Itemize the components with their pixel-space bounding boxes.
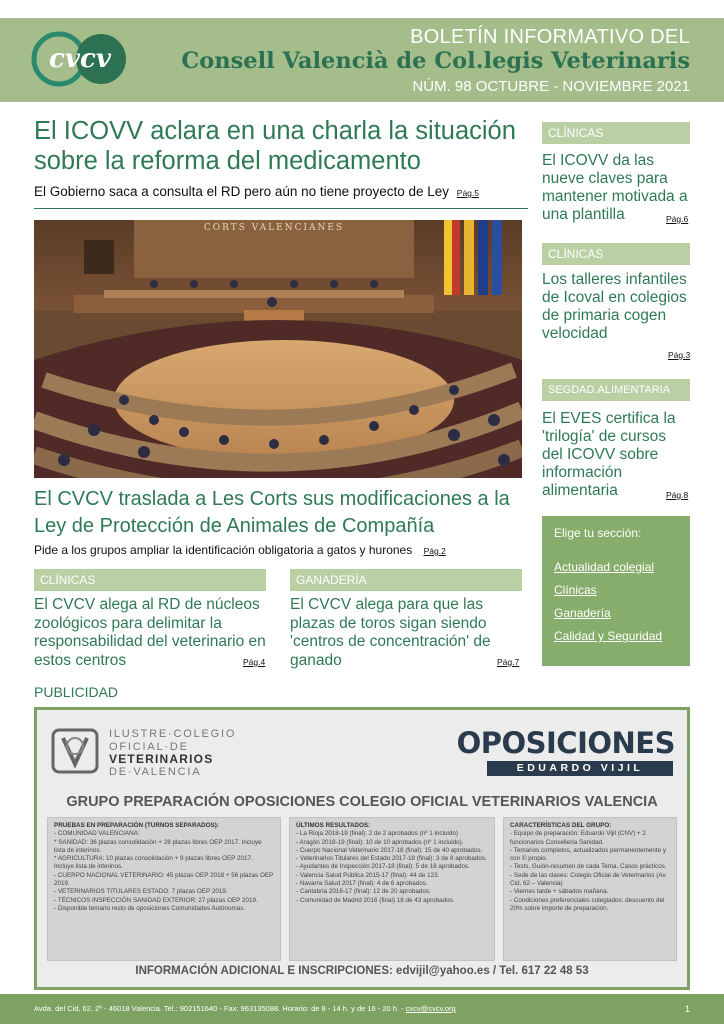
box-resultados-line: - Cuerpo Nacional Veterinario 2017-18 (final): 15 de 40 aprobados. bbox=[296, 846, 483, 854]
box-caracteristicas-title: CARACTERÍSTICAS DEL GRUPO: bbox=[510, 822, 612, 829]
college-line-2: OFICIAL·DE bbox=[109, 740, 189, 753]
side-article-eves[interactable]: El EVES certifica la 'trilogía' de cursos del ICOVV sobre información alimentaria bbox=[542, 410, 676, 499]
second-page-link[interactable]: Pág.2 bbox=[423, 546, 446, 556]
box-pruebas-line: - Disponible temario resto de oposiciones Comunidades Autónomas. bbox=[54, 904, 246, 912]
second-headline[interactable]: El CVCV traslada a Les Corts sus modificaciones a la Ley de Protección de Animales de Compañía bbox=[34, 488, 510, 537]
college-logo bbox=[51, 728, 99, 774]
box-caracteristicas-line: - Equipo de preparación: Eduardo Vijil (CNV) + 2 funcionarios Conselleria Sanidad. bbox=[510, 830, 646, 846]
box-resultados-line: - Comunidad de Madrid 2016 (final) 18 de 43 aprobados. bbox=[296, 896, 455, 904]
box-pruebas-line: - COMUNIDAD VALENCIANA: bbox=[54, 830, 140, 838]
box-pruebas-line: - VETERINARIOS TITULARES ESTADO: 7 plazas OEP 2019. bbox=[54, 888, 228, 896]
article-toros-page[interactable]: Pág.7 bbox=[497, 657, 520, 667]
box-resultados-line: - Valencia Salud Pública 2015-17 (final): 44 de 123. bbox=[296, 871, 440, 879]
box-pruebas-line: - TÉCNICOS INSPECCIÓN SANIDAD EXTERIOR: 27 plazas OEP 2019. bbox=[54, 896, 258, 904]
box-resultados-title: ÚLTIMOS RESULTADOS: bbox=[296, 822, 371, 829]
college-name bbox=[109, 728, 236, 778]
box-caracteristicas-line: - Condiciones preferenciales colegiados: descuento del 20% sobre importe de preparación. bbox=[510, 896, 665, 912]
lead-headline[interactable]: El ICOVV aclara en una charla la situación sobre la reforma del medicamento bbox=[34, 117, 516, 175]
box-resultados-line: - Navarra Salud 2017 (final): 4 de 6 aprobados. bbox=[296, 880, 428, 888]
side-section-label-3: SEGDAD.ALIMENTARIA bbox=[542, 379, 690, 401]
section-link-ganaderia[interactable]: Ganadería bbox=[554, 606, 611, 620]
second-subtitle bbox=[34, 543, 528, 557]
article-zoologicos-page[interactable]: Pág.4 bbox=[243, 657, 266, 667]
advertisement[interactable] bbox=[34, 707, 690, 990]
side-article-talleres[interactable]: Los talleres infantiles de Icoval en colegios de primaria cogen velocidad bbox=[542, 271, 687, 342]
page-number: 1 bbox=[684, 1004, 690, 1014]
footer-address: Avda. del Cid, 62, 2º - 46018 Valencia. Tel.: 902151640 - Fax: 963135088. Horario: de 8 - 14 h. y de 16 - 20 h. - bbox=[34, 1004, 404, 1013]
box-resultados-line: - La Rioja 2018-19 (final): 2 de 2 aprobados (nº 1 incluido) bbox=[296, 830, 458, 838]
section-link-clinicas[interactable]: Clínicas bbox=[554, 583, 597, 597]
box-pruebas-line: * AGRICULTURA: 10 plazas consolidación + 9 plazas libres OEP 2017. Incluye lista de interinos. bbox=[54, 855, 253, 871]
ad-box-resultados bbox=[289, 817, 495, 961]
footer-email-link[interactable]: cvcv@cvcv.org bbox=[405, 1004, 456, 1013]
side-section-label-1: CLÍNICAS bbox=[542, 122, 690, 144]
box-pruebas-line: * SANIDAD: 36 plazas consolidación + 28 plazas libres OEP 2017. Incluye lista de interinos. bbox=[54, 838, 262, 854]
section-link-calidad[interactable]: Calidad y Seguridad bbox=[554, 629, 663, 643]
college-line-4: DE·VALENCIA bbox=[109, 765, 202, 778]
photo-sign: CORTS VALENCIANES bbox=[203, 223, 345, 233]
box-resultados-line: - Veterinarios Titulares del Estado 2017-18 (final): 3 de 8 aprobados. bbox=[296, 855, 487, 863]
side-article-talleres-page[interactable]: Pág.3 bbox=[668, 350, 691, 360]
lead-page-link[interactable]: Pág.5 bbox=[456, 188, 479, 198]
college-line-1: ILUSTRE·COLEGIO bbox=[109, 728, 237, 740]
side-article-eves-page[interactable]: Pág.8 bbox=[666, 490, 689, 500]
issue-number: NÚM. 98 OCTUBRE - NOVIEMBRE 2021 bbox=[412, 78, 690, 95]
bulletin-label: BOLETÍN INFORMATIVO DEL bbox=[410, 26, 690, 48]
lead-subtitle-text: El Gobierno saca a consulta el RD pero aún no tiene proyecto de Ley bbox=[34, 184, 450, 199]
side-article-plantilla-page[interactable]: Pág.6 bbox=[666, 214, 689, 224]
section-chooser-heading: Elige tu sección: bbox=[554, 526, 642, 540]
section-label-ganaderia: GANADERÍA bbox=[290, 569, 522, 591]
cvcv-logo bbox=[30, 30, 130, 88]
box-resultados-line: - Cantabria 2016-17 (final): 12 de 20 aprobados. bbox=[296, 888, 431, 896]
lead-subtitle bbox=[34, 184, 528, 199]
masthead bbox=[0, 18, 724, 102]
footer bbox=[0, 994, 724, 1024]
svg-text:cvcv: cvcv bbox=[49, 44, 111, 74]
ad-box-pruebas bbox=[47, 817, 281, 961]
ad-headline: GRUPO PREPARACIÓN OPOSICIONES COLEGIO OFICIAL VETERINARIOS VALENCIA bbox=[66, 794, 658, 810]
box-caracteristicas-line: - Tests, Guión-resumen de cada Tema, Casos prácticos. bbox=[510, 863, 667, 871]
corts-photo bbox=[34, 220, 522, 478]
box-resultados-line: - Ayudantes de Inspección 2017-18 (final): 5 de 18 aprobados. bbox=[296, 863, 470, 871]
box-resultados-line: - Aragón 2018-19 (final): 10 de 10 aprobados (nº 1 incluido). bbox=[296, 838, 464, 846]
oposiciones-brand-sub: EDUARDO VIJIL bbox=[487, 761, 673, 776]
section-link-actualidad[interactable]: Actualidad colegial bbox=[554, 560, 655, 574]
side-article-plantilla[interactable]: El ICOVV da las nueve claves para mantener motivada a una plantilla bbox=[542, 152, 688, 223]
side-section-label-2: CLÍNICAS bbox=[542, 243, 690, 265]
oposiciones-brand: OPOSICIONES bbox=[456, 726, 675, 760]
box-pruebas-line: - CUERPO NACIONAL VETERINARIO: 45 plazas OEP 2018 + 56 plazas OEP 2019. bbox=[54, 871, 274, 888]
box-caracteristicas-line: - Temarios completos, actualizados permanentemente y con © propio. bbox=[510, 846, 666, 863]
section-label-clinicas: CLÍNICAS bbox=[34, 569, 266, 591]
second-subtitle-text: Pide a los grupos ampliar la identificación obligatoria a gatos y hurones bbox=[34, 543, 413, 557]
divider bbox=[34, 208, 528, 209]
box-caracteristicas-line: - Viernes tarde + sábados mañana. bbox=[510, 888, 609, 896]
box-caracteristicas-line: - Sede de las clases: Colegio Oficial de Veterinarios (Av. Cid, 62 – Valencia) bbox=[510, 871, 667, 888]
ad-box-caracteristicas bbox=[503, 817, 677, 961]
college-line-3: VETERINARIOS bbox=[109, 752, 214, 766]
article-zoologicos[interactable]: El CVCV alega al RD de núcleos zoológicos para delimitar la responsabilidad del veterinario en estos centros bbox=[34, 596, 266, 669]
council-name: Consell Valencià de Col.legis Veterinaris bbox=[181, 48, 690, 74]
ad-contact-info: INFORMACIÓN ADICIONAL E INSCRIPCIONES: edvijil@yahoo.es / Tel. 617 22 48 53 bbox=[135, 965, 589, 977]
box-pruebas-title: PRUEBAS EN PREPARACIÓN (TURNOS SEPARADOS): bbox=[54, 822, 219, 829]
advertising-label: PUBLICIDAD bbox=[34, 684, 119, 700]
section-chooser bbox=[542, 516, 690, 666]
article-toros[interactable]: El CVCV alega para que las plazas de toros sigan siendo 'centros de concentración' de ganado bbox=[290, 596, 491, 669]
